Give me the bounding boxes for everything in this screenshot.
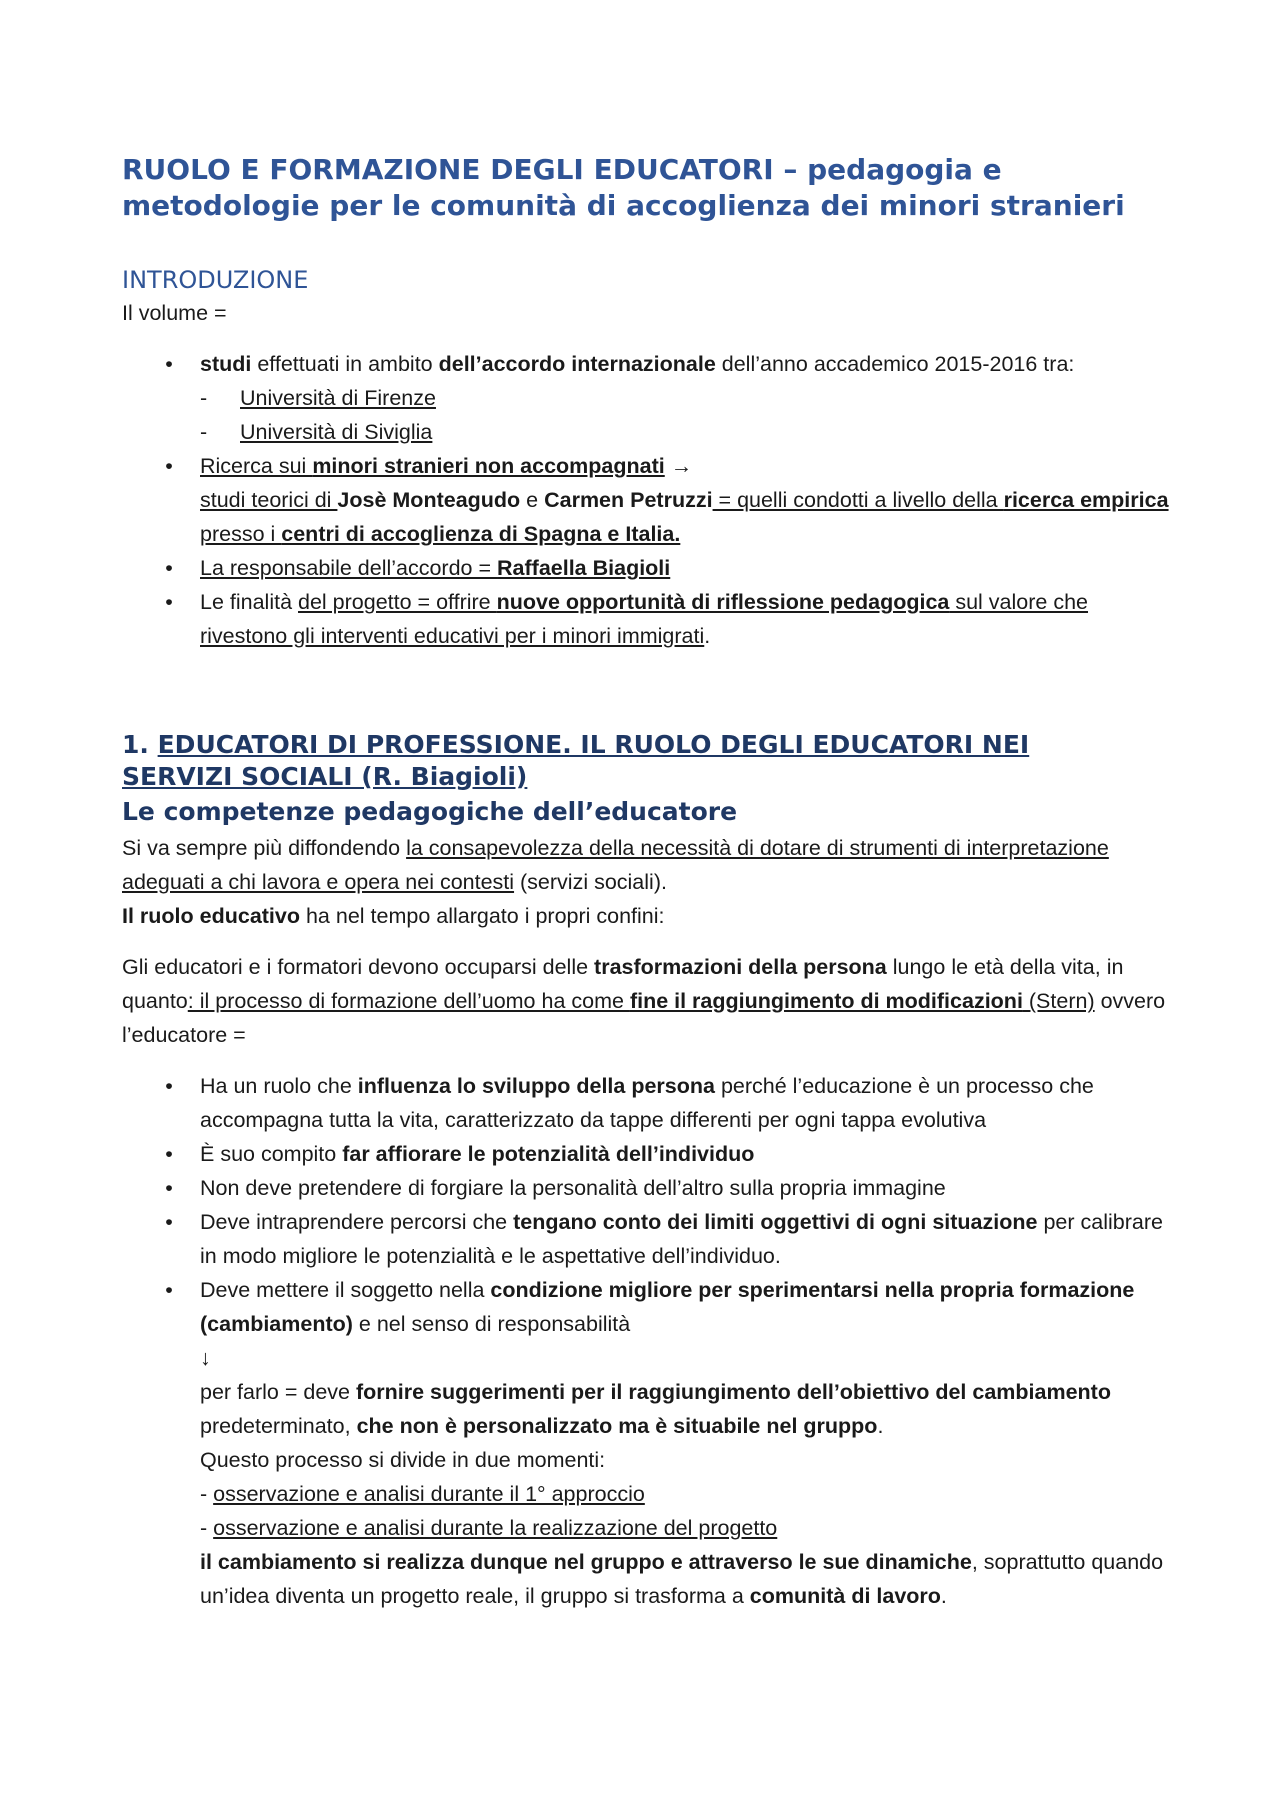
document-body (122, 152, 1172, 1613)
list-item: • Ha un ruolo che influenza lo sviluppo della persona perché l’educazione è un processo che accompagna tutta la vita, caratterizzato da tappe differenti per ogni tappa evolutiva (165, 1074, 1094, 1132)
sub-item-university: - Università di Siviglia (200, 420, 433, 444)
intro-list (122, 347, 1172, 653)
arrow-right-icon: → (664, 454, 693, 478)
paragraph: Si va sempre più diffondendo la consapevolezza della necessità di dotare di strumenti di interpretazione adeguati a chi lavora e opera nei contesti (servizi sociali). (122, 836, 1109, 894)
list-item: • studi effettuati in ambito dell’accordo internazionale dell’anno accademico 2015-2016 tra: - Università di Firenze - Università di Siviglia (122, 347, 1172, 449)
list-item: • Le finalità del progetto = offrire nuove opportunità di riflessione pedagogica sul valore che rivestono gli interventi educativi per i minori immigrati. (165, 590, 1089, 648)
list-item: • Ricerca sui minori stranieri non accompagnati → studi teorici di Josè Monteagudo e Carmen Petruzzi = quelli condotti a livello della ricerca empirica presso i centri di accoglienza di Spagna e Italia. (165, 454, 1169, 546)
list-item: • Deve intraprendere percorsi che tengano conto dei limiti oggettivi di ogni situazione per calibrare in modo migliore le potenzialità e le aspettative dell’individuo. (165, 1210, 1163, 1268)
list-item: • Deve mettere il soggetto nella condizione migliore per sperimentarsi nella propria formazione (cambiamento) e nel senso di responsabilità ↓ per farlo = deve fornire suggerimenti per il raggiungimento dell’obiettivo del cambiamento predeterminato, che non è personalizzato ma è situabile nel gruppo. Questo processo si divide in due momenti: - osservazione e analisi durante il 1° approccio - osservazione e analisi durante la realizzazione del progetto il cambiamento si realizza dunque nel gruppo e attraverso le sue dinamiche, soprattutto quando un’idea diventa un progetto reale, il gruppo si trasforma a comunità di lavoro. (165, 1278, 1164, 1608)
list-item: • Non deve pretendere di forgiare la personalità dell’altro sulla propria immagine (165, 1176, 946, 1200)
section-heading: 1. EDUCATORI DI PROFESSIONE. IL RUOLO DEGLI EDUCATORI NEI SERVIZI SOCIALI (R. Biagioli) (122, 730, 1030, 791)
arrow-down-icon: ↓ (200, 1346, 211, 1370)
document-title: RUOLO E FORMAZIONE DEGLI EDUCATORI – pedagogia e metodologie per le comunità di accoglienza dei minori stranieri (122, 153, 1125, 222)
paragraph: Il ruolo educativo ha nel tempo allargato i propri confini: (122, 904, 665, 928)
intro-heading: INTRODUZIONE (122, 266, 309, 294)
paragraph: Gli educatori e i formatori devono occuparsi delle trasformazioni della persona lungo le età della vita, in quanto: il processo di formazione dell’uomo ha come fine il raggiungimento di modificazioni (Stern) ovvero l’educatore = (122, 955, 1166, 1047)
list-item: • È suo compito far affiorare le potenzialità dell’individuo (165, 1142, 755, 1166)
list-item: • La responsabile dell’accordo = Raffaella Biagioli (165, 556, 671, 580)
sub-item-university: - Università di Firenze (200, 386, 436, 410)
educator-list (122, 1069, 1172, 1613)
section-subheading: Le competenze pedagogiche dell’educatore (122, 797, 738, 826)
intro-lead: Il volume = (122, 301, 227, 325)
